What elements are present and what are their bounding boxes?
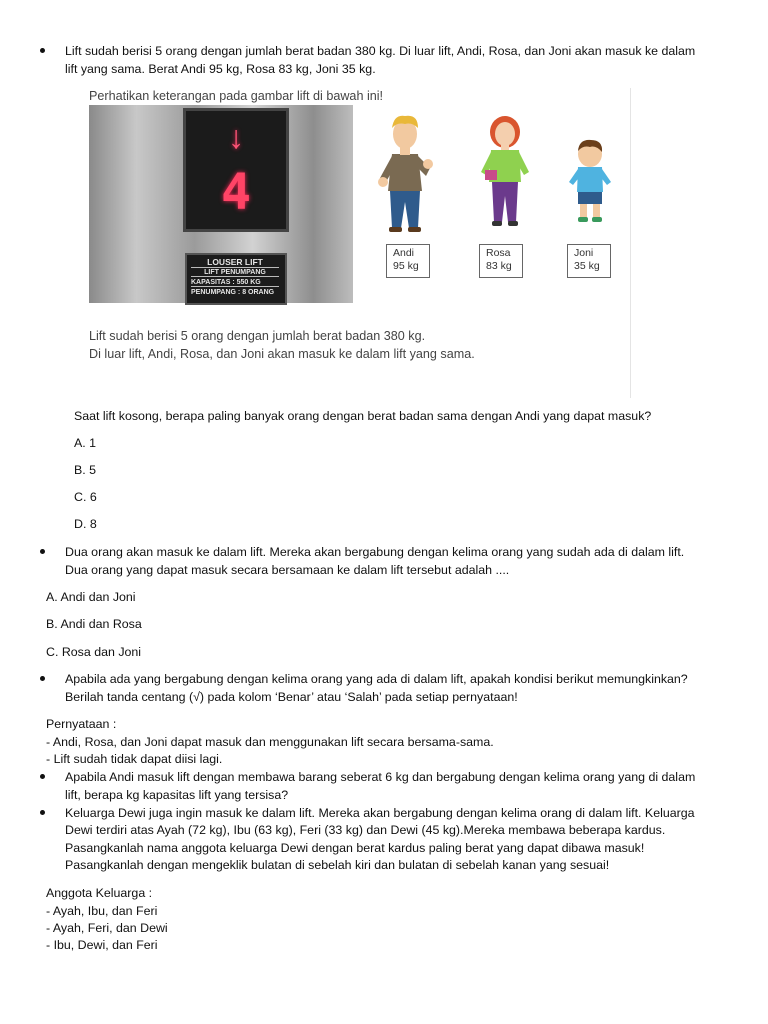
q3-statements-label: Pernyataan : (46, 717, 117, 731)
plate-line-passengers: PENUMPANG : 8 ORANG (191, 289, 275, 296)
joni-name: Joni (574, 247, 594, 259)
figure-header: Perhatikan keterangan pada gambar lift di bawah ini! (89, 89, 384, 103)
andi-name: Andi (393, 247, 415, 259)
andi-weight: 95 kg (393, 260, 419, 272)
rosa-weight-label (479, 244, 523, 278)
figure-caption-line1: Lift sudah berisi 5 orang dengan jumlah berat badan 380 kg. (89, 329, 426, 343)
bullet-q2 (40, 549, 45, 554)
q4-text-line1: Apabila Andi masuk lift dengan membawa barang seberat 6 kg dan bergabung dengan kelima orang yang di dalam (65, 770, 696, 784)
q1-option-c[interactable]: C. 6 (74, 490, 97, 504)
q3-text-line2: Berilah tanda centang (√) pada kolom ‘Benar’ atau ‘Salah’ pada setiap pernyataan! (65, 690, 518, 704)
q3-statement-1: - Andi, Rosa, dan Joni dapat masuk dan menggunakan lift secara bersama-sama. (46, 735, 494, 749)
q5-family-group-2: - Ayah, Feri, dan Dewi (46, 921, 168, 935)
bullet-q3 (40, 676, 45, 681)
rosa-name: Rosa (486, 247, 511, 259)
q1-option-a[interactable]: A. 1 (74, 436, 97, 450)
q3-text-line1: Apabila ada yang bergabung dengan kelima orang yang ada di dalam lift, apakah kondisi berikut memungkinkan? (65, 672, 688, 686)
q3-statement-2: - Lift sudah tidak dapat diisi lagi. (46, 752, 223, 766)
q5-text-line1: Keluarga Dewi juga ingin masuk ke dalam lift. Mereka akan bergabung dengan kelima orang di dalam lift. Keluarga (65, 806, 695, 820)
floor-number: 4 (220, 163, 252, 221)
lift-capacity-plate (185, 253, 287, 305)
andi-illustration (370, 106, 440, 236)
q2-option-a[interactable]: A. Andi dan Joni (46, 590, 136, 604)
q2-text-line1: Dua orang akan masuk ke dalam lift. Mereka akan bergabung dengan kelima orang yang sudah ada di dalam lift. (65, 545, 685, 559)
joni-illustration (565, 136, 615, 226)
bullet-q5 (40, 810, 45, 815)
q5-family-label: Anggota Keluarga : (46, 886, 153, 900)
q5-text-line2: Dewi terdiri atas Ayah (72 kg), Ibu (63 kg), Feri (33 kg) dan Dewi (45 kg).Mereka membawa beberapa kardus. (65, 823, 666, 837)
figure-caption-line2: Di luar lift, Andi, Rosa, dan Joni akan masuk ke dalam lift yang sama. (89, 347, 475, 361)
q1-question: Saat lift kosong, berapa paling banyak orang dengan berat badan sama dengan Andi yang dapat masuk? (74, 409, 652, 423)
bullet-q4 (40, 774, 45, 779)
lift-photo (89, 105, 353, 303)
q5-text-line4: Pasangkanlah dengan mengeklik bulatan di sebelah kiri dan bulatan di sebelah kanan yang sesuai! (65, 858, 610, 872)
bullet-q1 (40, 48, 45, 53)
q4-text-line2: lift, berapa kg kapasitas lift yang tersisa? (65, 788, 289, 802)
q1-option-b[interactable]: B. 5 (74, 463, 97, 477)
q2-option-c[interactable]: C. Rosa dan Joni (46, 645, 142, 659)
rosa-illustration (475, 110, 535, 235)
q2-text-line2: Dua orang yang dapat masuk secara bersamaan ke dalam lift tersebut adalah .... (65, 563, 510, 577)
plate-line-capacity: KAPASITAS : 550 KG (191, 279, 279, 287)
andi-weight-label (386, 244, 430, 278)
joni-weight-label (567, 244, 611, 278)
q2-option-b[interactable]: B. Andi dan Rosa (46, 617, 142, 631)
rosa-weight: 83 kg (486, 260, 512, 272)
q5-family-group-3: - Ibu, Dewi, dan Feri (46, 938, 158, 952)
plate-line-type: LIFT PENUMPANG (191, 269, 279, 277)
q1-option-d[interactable]: D. 8 (74, 517, 97, 531)
q5-text-line3: Pasangkanlah nama anggota keluarga Dewi dengan berat kardus paling berat yang dapat dibawa masuk! (65, 841, 645, 855)
plate-line-brand: LOUSER LIFT (191, 257, 279, 268)
q5-family-group-1: - Ayah, Ibu, dan Feri (46, 904, 158, 918)
joni-weight: 35 kg (574, 260, 600, 272)
floor-display (183, 108, 289, 232)
down-arrow-icon: ↓ (228, 119, 244, 155)
lift-figure (80, 88, 631, 398)
q1-text-line2: lift yang sama. Berat Andi 95 kg, Rosa 83 kg, Joni 35 kg. (65, 62, 376, 76)
q1-text-line1: Lift sudah berisi 5 orang dengan jumlah berat badan 380 kg. Di luar lift, Andi, Rosa, dan Joni akan masuk ke dalam (65, 44, 696, 58)
